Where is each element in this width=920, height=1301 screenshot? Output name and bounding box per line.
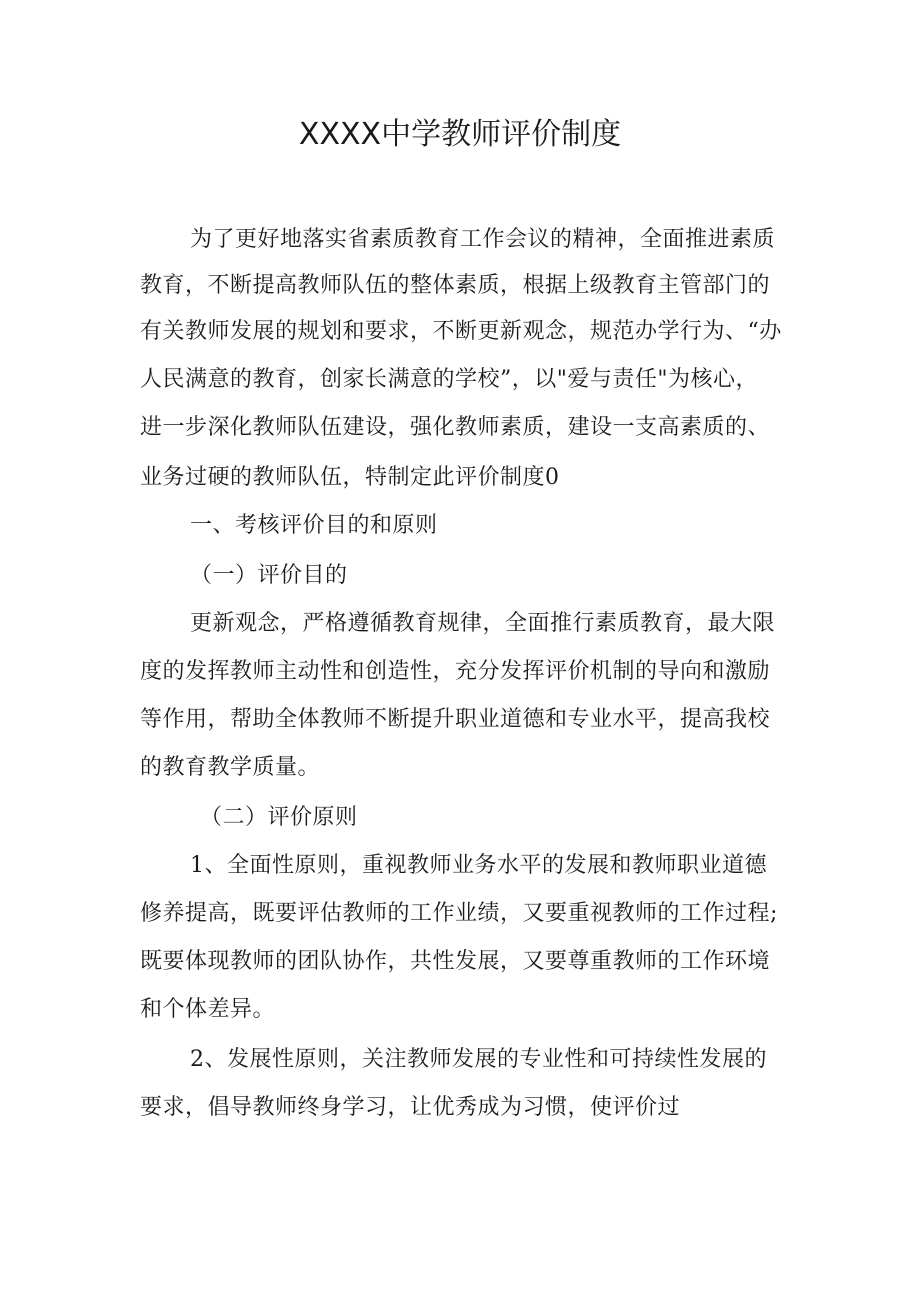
paragraph-line: 1、全面性原则，重视教师业务水平的发展和教师职业道德 xyxy=(190,853,767,878)
paragraph-line: 教育，不断提高教师队伍的整体素质，根据上级教育主管部门的 xyxy=(140,273,771,298)
document-title: XXXX中学教师评价制度 xyxy=(298,117,622,152)
subsection-heading: （二）评价原则 xyxy=(200,805,358,830)
section-heading: 一、考核评价目的和原则 xyxy=(190,513,438,538)
paragraph-line: 等作用，帮助全体教师不断提升职业道德和专业水平，提高我校 xyxy=(140,707,771,732)
paragraph-line: 既要体现教师的团队协作，共性发展，又要尊重教师的工作环境 xyxy=(140,949,771,974)
paragraph-line: 和个体差异。 xyxy=(140,997,276,1022)
paragraph-line: 进一步深化教师队伍建设，强化教师素质，建设一支高素质的、 xyxy=(140,415,771,440)
paragraph-line: 修养提高，既要评估教师的工作业绩，又要重视教师的工作过程; xyxy=(140,901,778,926)
paragraph-line: 有关教师发展的规划和要求，不断更新观念，规范办学行为、“办 xyxy=(140,319,782,344)
paragraph-line: 度的发挥教师主动性和创造性，充分发挥评价机制的导向和激励 xyxy=(140,659,771,684)
paragraph-line: 更新观念，严格遵循教育规律，全面推行素质教育，最大限 xyxy=(190,611,776,636)
subsection-heading: （一）评价目的 xyxy=(190,563,348,588)
paragraph-line: 2、发展性原则，关注教师发展的专业性和可持续性发展的 xyxy=(190,1047,767,1072)
paragraph-line: 人民满意的教育，创家长满意的学校”，以"爱与责任"为核心， xyxy=(140,367,758,392)
paragraph-line: 的教育教学质量。 xyxy=(140,755,321,780)
paragraph-line: 要求，倡导教师终身学习，让优秀成为习惯，使评价过 xyxy=(140,1095,681,1120)
paragraph-line: 业务过硬的教师队伍，特制定此评价制度0 xyxy=(140,465,560,490)
paragraph-line: 为了更好地落实省素质教育工作会议的精神，全面推进素质 xyxy=(190,227,776,252)
